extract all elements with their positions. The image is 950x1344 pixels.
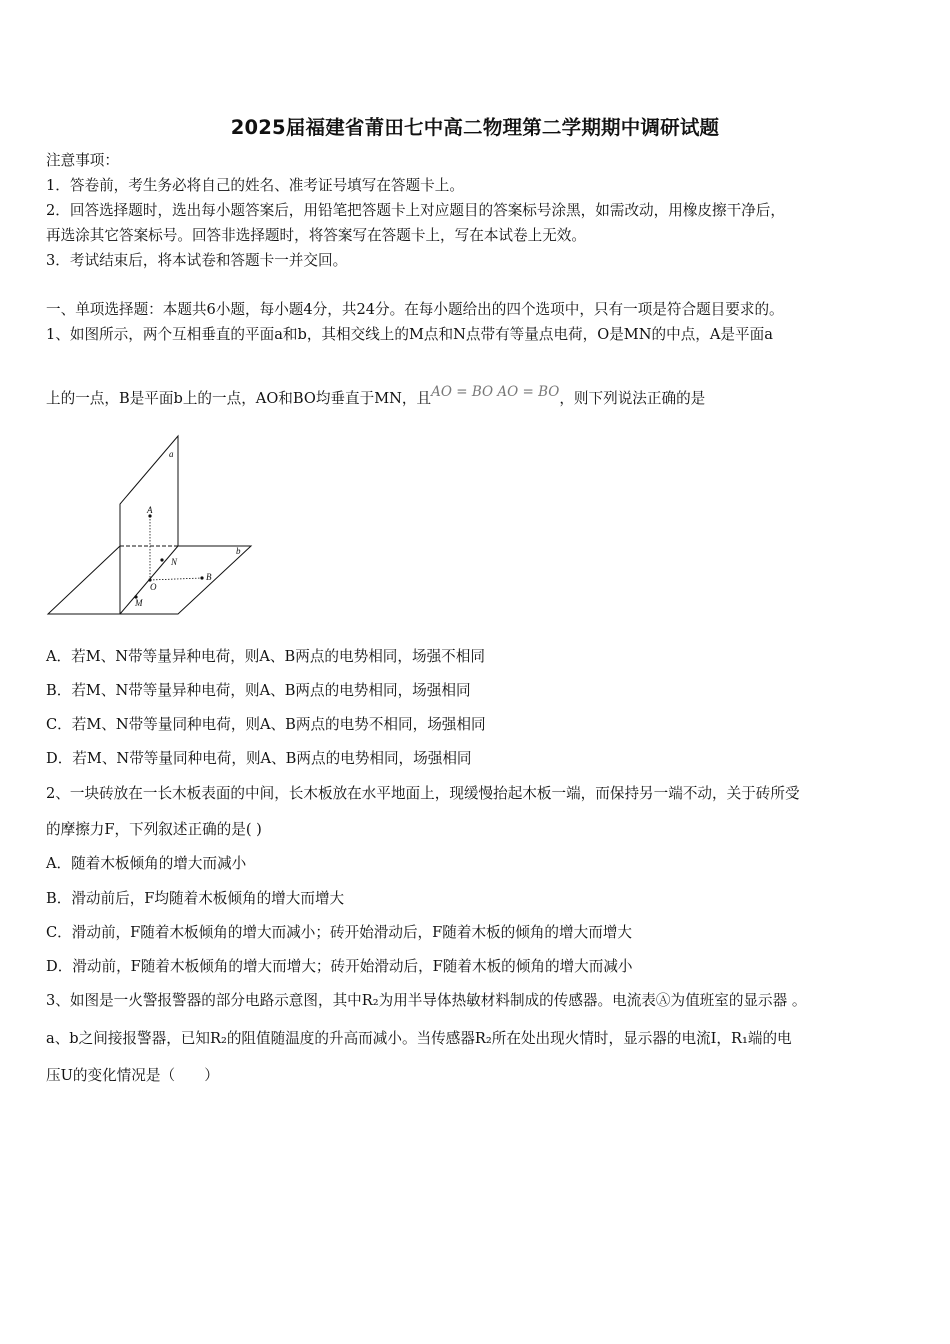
section-heading: 一、单项选择题：本题共6小题，每小题4分，共24分。在每小题给出的四个选项中，只有一项是符合题目要求的。 xyxy=(46,301,784,318)
q2-option-c: C．滑动前，F随着木板倾角的增大而减小；砖开始滑动后，F随着木板的倾角的增大而增大 xyxy=(46,924,632,941)
q3-stem-line1: 3、如图是一火警报警器的部分电路示意图，其中R₂为用半导体热敏材料制成的传感器。电流表Ⓐ为值班室的显示器 。 xyxy=(46,992,807,1009)
page-title: 2025届福建省莆田七中高二物理第二学期期中调研试题 xyxy=(230,116,720,139)
q1-option-d: D．若M、N带等量同种电荷，则A、B两点的电势相同，场强相同 xyxy=(46,750,472,767)
q3-stem-line3: 压U的变化情况是（ ） xyxy=(46,1067,219,1084)
label-plane-a: a xyxy=(169,449,174,459)
q1-stem-tail: ，则下列说法正确的是 xyxy=(559,390,706,407)
q2-option-b: B．滑动前后，F均随着木板倾角的增大而增大 xyxy=(46,890,345,907)
q2-stem-line2: 的摩擦力F，下列叙述正确的是( ) xyxy=(46,821,262,838)
label-point-b: B xyxy=(206,572,212,582)
planes-figure xyxy=(44,432,259,618)
notice-item-2: 2．回答选择题时，选出每小题答案后，用铅笔把答题卡上对应题目的答案标号涂黑，如需改动，用橡皮擦干净后， xyxy=(46,202,785,219)
q2-option-d: D．滑动前，F随着木板倾角的增大而增大；砖开始滑动后，F随着木板的倾角的增大而减小 xyxy=(46,958,633,975)
point-n-dot xyxy=(160,558,163,561)
q2-stem-line1: 2、一块砖放在一长木板表面的中间，长木板放在水平地面上，现缓慢抬起木板一端，而保持另一端不动，关于砖所受 xyxy=(46,785,800,802)
q1-stem-text: 上的一点，B是平面b上的一点，AO和BO均垂直于MN，且 xyxy=(46,390,432,407)
label-point-m: M xyxy=(135,598,143,608)
q1-stem-line1: 1、如图所示，两个互相垂直的平面a和b，其相交线上的M点和N点带有等量点电荷，O是MN的中点，A是平面a xyxy=(46,326,773,343)
notice-heading: 注意事项： xyxy=(46,152,119,169)
q1-stem-line2 xyxy=(46,384,706,409)
label-point-a: A xyxy=(147,505,153,515)
q1-option-c: C．若M、N带等量同种电荷，则A、B两点的电势不相同，场强相同 xyxy=(46,716,486,733)
label-plane-b: b xyxy=(236,546,241,556)
notice-item-1: 1．答卷前，考生务必将自己的姓名、准考证号填写在答题卡上。 xyxy=(46,177,464,194)
q1-option-b: B．若M、N带等量异种电荷，则A、B两点的电势相同，场强相同 xyxy=(46,682,471,699)
notice-item-2-cont: 再选涂其它答案标号。回答非选择题时，将答案写在答题卡上，写在本试卷上无效。 xyxy=(46,227,586,244)
label-point-o: O xyxy=(150,582,157,592)
label-point-n: N xyxy=(171,557,178,567)
bo-segment xyxy=(150,578,202,580)
q3-stem-line2: a、b之间接报警器，已知R₂的阻值随温度的升高而减小。当传感器R₂所在处出现火情时，显示器的电流I，R₁端的电 xyxy=(46,1030,792,1047)
q1-equation-image: AO = BO AO = BO xyxy=(431,384,560,400)
point-b-dot xyxy=(200,576,203,579)
q1-option-a: A．若M、N带等量异种电荷，则A、B两点的电势相同，场强不相同 xyxy=(46,648,485,665)
q2-option-a: A．随着木板倾角的增大而减小 xyxy=(46,855,247,872)
notice-item-3: 3．考试结束后，将本试卷和答题卡一并交回。 xyxy=(46,252,348,269)
